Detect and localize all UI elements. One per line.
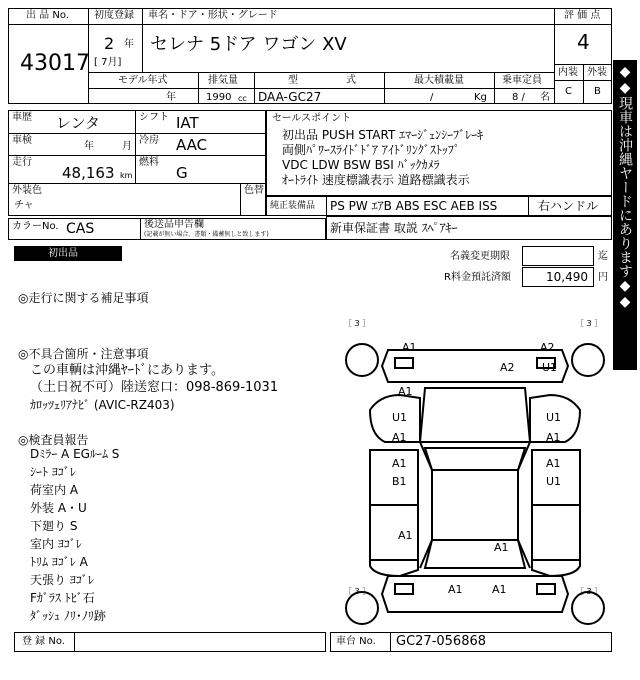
car-damage-diagram [340,340,610,630]
mileage-unit: km [120,171,133,180]
driving-notes-title: ◎走行に関する補足事項 [18,291,149,305]
exterior-label: 外装 [587,67,607,78]
corner-label-tr: ［ 3 ］ [576,319,603,328]
model-code: DAA-GC27 [258,90,322,104]
inspection-year: 年 [84,141,94,152]
corner-label-bl: ［ 3 ］ [344,587,371,596]
lot-number: 43017 [20,51,90,76]
dmg-door-rr-top: A1 [546,457,561,470]
score-value: 4 [577,30,590,54]
dmg-door-fl-top: U1 [392,411,408,424]
name-change-label: 名義変更期限 [450,251,510,262]
equip-label: 純正装備品 [270,201,316,211]
color-no-value: CAS [66,221,95,237]
dmg-rear-fender-left: A1 [398,529,413,542]
info-frame [8,110,266,216]
lot-label: 出 品 No. [26,10,69,21]
inspector-line-9: Fｶﾞﾗｽ ﾄﾋﾞ石 [30,591,95,605]
defect-line-2: （土日祝不可）陸送窓口：098-869-1031 [30,380,279,395]
defect-line-3: ｶﾛｯﾂｪﾘｱﾅﾋﾞ (AVIC-RZ403) [30,398,175,412]
capacity-unit: 名 [540,92,550,103]
shift-value: IAT [176,114,199,132]
inspector-line-4: 外装 A・U [30,501,87,515]
inspector-line-5: 下廻り S [30,519,78,533]
interior-label: 内装 [558,67,578,78]
sales-line-1: 初出品 PUSH START ｴﾏｰｼﾞｪﾝｼｰﾌﾞﾚｰｷ [282,128,484,142]
displacement-value: 1990 [206,92,232,103]
sales-title: セールスポイント [272,113,352,124]
ext-color-value: チャ [14,200,34,211]
recycle-unit: 円 [598,272,608,283]
shift-label: シフト [139,112,169,123]
max-load-sep: / [430,92,434,103]
ac-label: 冷房 [139,135,159,146]
capacity-value: 8 / [512,92,525,103]
inspection-month: 月 [122,141,132,152]
inspection-label: 車検 [12,135,32,146]
inspector-line-6: 室内 ﾖｺﾞﾚ [30,537,82,551]
inspector-title: ◎検査員報告 [18,433,89,447]
max-load-unit: Kg [474,92,487,103]
dmg-rear-bumper-right: A1 [492,583,507,596]
inspector-line-1: Dﾐﾗｰ A EGﾙｰﾑ S [30,447,120,461]
max-load-label: 最大積載量 [414,75,464,86]
inspector-line-3: 荷室内 A [30,483,79,497]
dmg-front-left: A1 [402,341,417,354]
capacity-label: 乗車定員 [502,75,542,86]
fuel-value: G [176,164,188,182]
dmg-door-fl-bot: A1 [392,431,407,444]
dmg-door-rl-top: A1 [392,457,407,470]
corner-label-tl: ［ 3 ］ [344,319,371,328]
score-label: 評 価 点 [564,10,601,21]
type-label-2: 式 [346,75,356,86]
inspector-line-2: ｼｰﾄ ﾖｺﾞﾚ [30,465,76,479]
after-label: 後送品申告欄 [144,219,204,230]
sales-line-4: ｵｰﾄﾗｲﾄ 速度標識表示 道路標識表示 [282,173,470,187]
first-listing-text: 初出品 [48,248,78,259]
model-year-unit: 年 [166,92,176,103]
chassis-label: 車台 No. [336,636,376,647]
fuel-label: 燃料 [139,157,159,168]
exterior-grade: B [594,86,601,97]
dmg-rear-gate: A1 [494,541,509,554]
name-change-unit: 迄 [598,251,608,262]
inspector-line-10: ﾀﾞｯｼｭ ﾉﾘ･ﾉﾘ跡 [30,609,106,623]
inspector-line-7: ﾄﾘﾑ ﾖｺﾞﾚ A [30,555,88,569]
handle-value: 右ハンドル [538,199,599,213]
displacement-label: 排気量 [208,75,238,86]
side-banner-text: ◆◆現車は沖縄ヤードにあります◆◆ [617,64,633,310]
equip-value: PS PW ｴｱB ABS ESC AEB ISS [330,199,498,213]
reg-month: [ 7月] [94,57,122,68]
inspector-line-8: 天張り ﾖｺﾞﾚ [30,573,94,587]
reg-year-unit: 年 [124,39,134,50]
name-change-box [522,246,594,266]
dmg-door-fr-top: U1 [546,411,562,424]
color-change-label: 色替 [244,185,264,196]
displacement-unit: cc [238,94,247,103]
dmg-door-rl-bot: B1 [392,475,407,488]
after-note: (記載が無い場合、書類・備蓄無しと致します) [144,231,269,238]
reg-year: 2 [104,34,115,53]
ext-color-label: 外装色 [12,185,42,196]
interior-grade: C [565,86,572,97]
mileage-label: 走行 [12,157,32,168]
type-label: 型 [288,75,298,86]
color-no-label: カラーNo. [12,221,59,232]
car-name-label: 車名・ドア・形状・グレード [148,10,278,21]
dmg-door-rr-bot: U1 [546,475,562,488]
reg-no-label: 登 録 No. [22,636,65,647]
defect-title: ◎不具合箇所・注意事項 [18,347,149,361]
history-value: レンタ [56,114,101,132]
first-reg-label: 初度登録 [94,10,134,21]
chassis-number: GC27-056868 [396,634,487,649]
sales-line-3: VDC LDW BSW BSI ﾊﾞｯｸｶﾒﾗ [282,158,440,172]
mileage-value: 48,163 [62,164,115,182]
history-label: 車歴 [12,112,32,123]
recycle-value: 10,490 [546,270,588,284]
warranty-value: 新車保証書 取説 ｽﾍﾟｱｷｰ [330,221,458,235]
ac-value: AAC [176,136,208,154]
dmg-hood: A2 [500,361,515,374]
car-name: セレナ 5ドア ワゴン XV [150,34,347,55]
model-year-label: モデル年式 [118,75,168,86]
corner-label-br: ［ 3 ］ [576,587,603,596]
recycle-label: R料金預託済額 [444,272,511,283]
dmg-front-right: A2 [540,341,555,354]
dmg-rear-bumper-left: A1 [448,583,463,596]
dmg-front-fender-left: A1 [398,385,413,398]
defect-line-1: この車輌は沖縄ﾔｰﾄﾞにあります。 [30,363,224,378]
dmg-door-fr-bot: A1 [546,431,561,444]
dmg-front-fender-right: U1 [542,361,558,374]
sales-line-2: 両側ﾊﾟﾜｰｽﾗｲﾄﾞﾄﾞｱ ｱｲﾄﾞﾘﾝｸﾞｽﾄｯﾌﾟ [282,143,460,157]
